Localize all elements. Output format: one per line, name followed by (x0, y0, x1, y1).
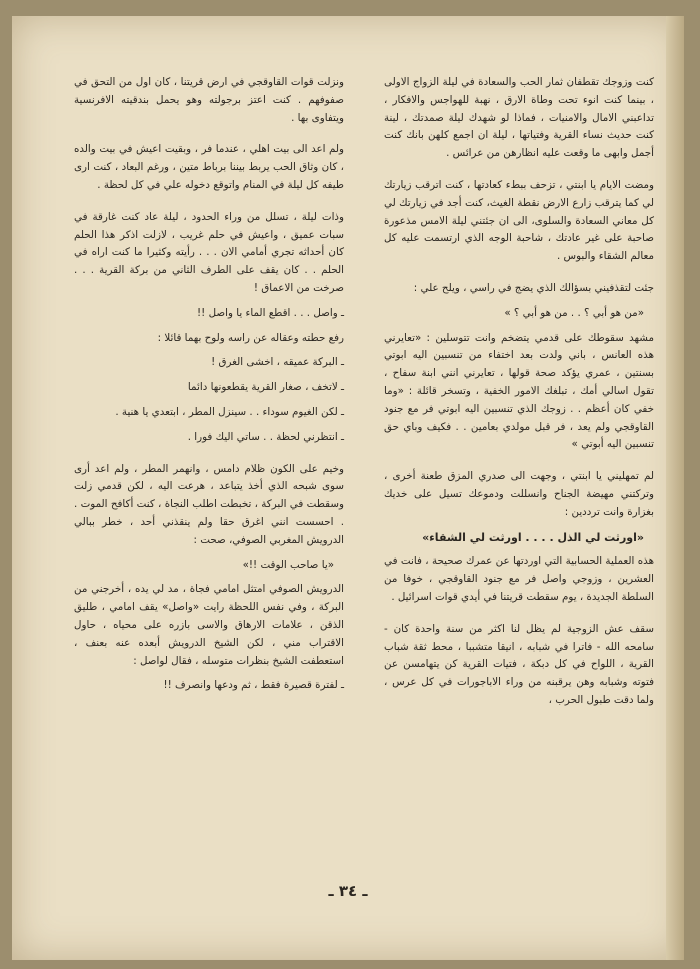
paragraph: هذه العملية الحسابية التي اوردتها عن عمرك صحيحة ، فانت في العشرين ، وزوجي واصل فر مع جنود القاوقجي ، خوفا من السلطة الجديدة ، يوم سقطت قريتنا في أيدي قوات اسرائيل . (384, 555, 654, 603)
paragraph: جئت لتقذفيني بسؤالك الذي يضج في راسي ، ويلح علي : (413, 281, 654, 294)
page-number: ـ ٣٤ ـ (328, 882, 368, 900)
dialogue-line: ـ البركة عميقه ، اخشى الغرق ! (211, 356, 344, 369)
dialogue-line: ـ لكن الغيوم سوداء . . سينزل المطر ، ابتعدي يا هنية . (115, 405, 344, 418)
paragraph: كنت وزوجك تقطفان ثمار الحب والسعادة في ليلة الزواج الاولى ، بينما كنت انوء تحت وطاة الارق ، نهبة للهواجس والافكار ، تداعبني الامال والامنيات ، فماذا لو شهدك ليلة صمدتك ، لينة كنت حديث نساء القرية وفتياتها ، ليلة ان اجمع كلهن بانك كنت أجمل وابهى ما وقعت عليه انظارهن من عرائس . (384, 76, 654, 160)
paragraph: وذات ليلة ، تسلل من وراء الحدود ، ليلة عاد كنت غارقة في سبات عميق ، واعيش في حلم غريب ، لازلت اذكر هذا الحلم كان أحداثه تجري أمامي الان . . . رأيته وكثيرا ما كنت اراه في الحلم . . كان يقف على الطرف الثاني من بركة القرية . . . صرخت من الاعماق ! (74, 210, 344, 294)
dialogue-line: ـ لفترة قصيرة فقط ، ثم ودعها وانصرف !! (163, 679, 344, 692)
dialogue-line: ـ لاتخف ، صغار القرية يقطعونها دائما (187, 381, 344, 394)
right-column (384, 74, 654, 717)
quoted-line: «يا صاحب الوقت !!» (242, 558, 334, 571)
paragraph: ولم اعد الى بيت اهلي ، عندما فر ، وبقيت اعيش في بيت والده ، كان وثاق الحب يربط بيننا برباط متين ، ورغم البعاد ، كنت ارى طيفه كل ليلة في المنام واتوقع دخوله علي في كل لحظة . (74, 143, 344, 191)
page-edge (666, 16, 684, 960)
paragraph: مشهد سقوطك على قدمي يتضخم وانت تتوسلين : «تعايرني هذه العانس ، باني ولدت بعد اختفاء من تنسبين اليه ابوتي بسنتين ، عمري يؤكد صحة قولها ، تعايرني انني ابنة سفاح ، تقول اسالي أمك ، تبلغك الامور الخفية ، وتسخر قائلة : «وما خفي كان أعظم . . زوجك الذي تنسبين اليه ابوتي فر مع جنود القاوقجي ولم يعد ، فر قبل مولدي بعامين . . فكيف وباي حق تنسبين اليه أبوتي » (384, 331, 654, 451)
magazine-page (12, 16, 684, 960)
paragraph: لم تمهليني يا ابنتي ، وجهت الى صدري المزق طعنة أخرى ، وتركتني مهيضة الجناح وانسللت ودموعك تسيل على خديك بغزارة وانت ترددين : (384, 470, 654, 518)
left-column (74, 74, 344, 702)
text-columns (74, 74, 654, 864)
dialogue-line: ـ انتظرني لحظة . . ساتي اليك فورا . (187, 430, 344, 443)
quoted-line: «من هو أبي ؟ . . من هو أبي ؟ » (504, 306, 644, 319)
paragraph: الدرويش الصوفي امتثل امامي فجاة ، مد لي يده ، أخرجني من البركة ، وفي نفس اللحظة رايت «واصل» يقف امامي ، طليق الذقن ، علامات الارهاق والاسى بازره على محياه ، حاول الاقتراب مني ، لكن الشيخ الدرويش أبعده عنه بعنف ، استعطفت الشيخ بنظرات متوسله ، فقال لواصل : (74, 583, 344, 667)
dialogue-line: ـ واصل . . . اقطع الماء يا واصل !! (197, 306, 344, 319)
paragraph: ومضت الايام يا ابنتي ، تزحف ببطء كعادتها ، كنت اترقب زيارتك لي كما يترقب زارع الارض نقطة الغيث، كنت أجد في زيارتك لي كل معاني السعادة والسلوى، الى ان جئتني ليلة الامس مذعورة صاحبة على غير عادتك ، شاحبة الوجه الذي ارتسمت عليه كل معالم الشقاء والبوس . (384, 178, 654, 263)
paragraph: رفع حطته وعقاله عن راسه ولوح بهما قائلا : (157, 331, 344, 344)
paragraph: وخيم على الكون ظلام دامس ، وانهمر المطر ، ولم اعد أرى سوى شبحه الذي أخذ يتباعد ، هرعت اليه ، لكن قدمي زلت وسقطت في البركة ، تخبطت اطلب النجاة ، كنت أكافح الموت . . احسست انني اغرق حقا ولم ينقذني أحد ، خطر ببالي الدرويش المغربي الصوفي، صحت : (74, 462, 344, 546)
paragraph: سقف عش الزوجية لم يظل لنا اكثر من سنة واحدة كان - سامحه الله - فاترا في شبابه ، انيقا متشببا ، محط ثقة شباب القرية ، اللواح في كل دبكة ، فتيات القرية كن يتهامسن عن فتوته وشبابه وهن يرقبنه من وراء الاباجورات في كل عرس ، ولما دقت طبول الحرب ، (384, 622, 654, 706)
paragraph: ونزلت قوات القاوقجي في ارض قريتنا ، كان اول من التحق في صفوفهم . كنت اعتز برجولته وهو يحمل بندقيته الافرنسية ويتفاوى بها . (74, 76, 344, 124)
emphasized-quote: «اورثت لي الذل . . . . اورثت لي الشقاء» (422, 530, 644, 544)
